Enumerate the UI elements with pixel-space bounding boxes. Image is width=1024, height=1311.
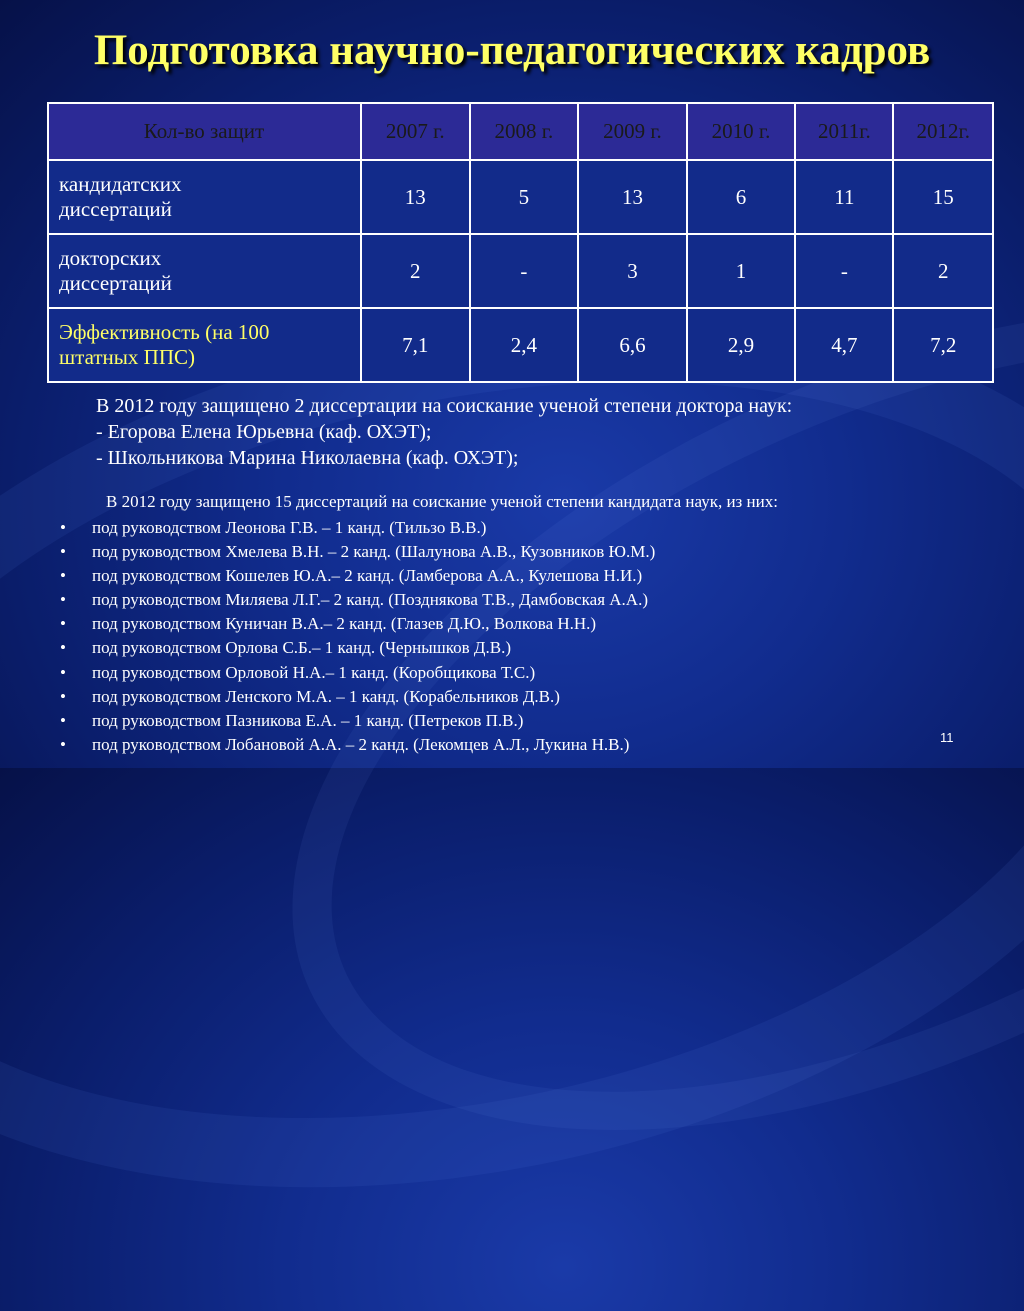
bullet-icon: • [60,662,66,682]
table-row [48,234,993,308]
bullet-icon: • [60,566,66,586]
defenses-table [47,102,994,383]
header-cell: 2011г. [795,103,893,160]
header-cell: 2007 г. [361,103,470,160]
list-item: • под руководством Миляева Л.Г.– 2 канд. (Позднякова Т.В., Дамбовская А.А.) [60,588,655,612]
table-header-row [48,103,993,160]
row-label: докторских диссертаций [48,234,361,308]
table-cell: 7,1 [361,308,470,382]
table-cell: 2,9 [687,308,796,382]
header-cell: Кол-во защит [48,103,361,160]
candidate-list [60,516,655,757]
header-cell: 2008 г. [470,103,579,160]
table-cell: 1 [687,234,796,308]
list-item: • под руководством Лобановой А.А. – 2 канд. (Лекомцев А.Л., Лукина Н.В.) [60,733,655,757]
list-item: • под руководством Пазникова Е.А. – 1 канд. (Петреков П.В.) [60,709,655,733]
table-cell: 13 [361,160,470,234]
doctoral-intro: В 2012 году защищено 2 диссертации на соискание ученой степени доктора наук: [96,395,793,417]
bullet-icon: • [60,614,66,634]
table-cell: 2 [361,234,470,308]
list-item: • под руководством Орловой Н.А.– 1 канд. (Коробщикова Т.С.) [60,661,655,685]
doctoral-paragraph [96,393,792,471]
bullet-icon: • [60,686,66,706]
table-cell: 15 [893,160,993,234]
table-cell: 2,4 [470,308,579,382]
row-label: кандидатских диссертаций [48,160,361,234]
row-label: Эффективность (на 100 штатных ППС) [48,308,361,382]
header-cell: 2012г. [893,103,993,160]
table-cell: 2 [893,234,993,308]
list-item: • под руководством Куничан В.А.– 2 канд. (Глазев Д.Ю., Волкова Н.Н.) [60,612,655,636]
table-cell: - [470,234,579,308]
table-cell: 11 [795,160,893,234]
table-cell: 5 [470,160,579,234]
table-cell: 7,2 [893,308,993,382]
table-cell: 6 [687,160,796,234]
list-item: • под руководством Леонова Г.В. – 1 канд. (Тильзо В.В.) [60,516,655,540]
list-item: • под руководством Ленского М.А. – 1 канд. (Корабельников Д.В.) [60,685,655,709]
header-cell: 2009 г. [578,103,687,160]
table-row [48,308,993,382]
table-cell: 13 [578,160,687,234]
table-cell: 6,6 [578,308,687,382]
header-cell: 2010 г. [687,103,796,160]
page-number: 11 [940,730,954,745]
candidate-intro: В 2012 году защищено 15 диссертаций на соискание ученой степени кандидата наук, из них: [106,492,778,511]
slide-title: Подготовка научно-педагогических кадров [93,27,931,74]
bullet-icon: • [60,710,66,730]
table-cell: - [795,234,893,308]
bullet-icon: • [60,542,66,562]
list-item: • под руководством Кошелев Ю.А.– 2 канд. (Ламберова А.А., Кулешова Н.И.) [60,564,655,588]
table-cell: 4,7 [795,308,893,382]
table-cell: 3 [578,234,687,308]
doctoral-item: - Школьникова Марина Николаевна (каф. ОХЭТ); [96,447,519,469]
list-item: • под руководством Хмелева В.Н. – 2 канд. (Шалунова А.В., Кузовников Ю.М.) [60,540,655,564]
bullet-icon: • [60,518,66,537]
list-item: • под руководством Орлова С.Б.– 1 канд. (Чернышков Д.В.) [60,636,655,660]
table-row [48,160,993,234]
doctoral-item: - Егорова Елена Юрьевна (каф. ОХЭТ); [96,421,432,443]
bullet-icon: • [60,590,66,610]
bullet-icon: • [60,638,66,658]
bullet-icon: • [60,734,66,754]
